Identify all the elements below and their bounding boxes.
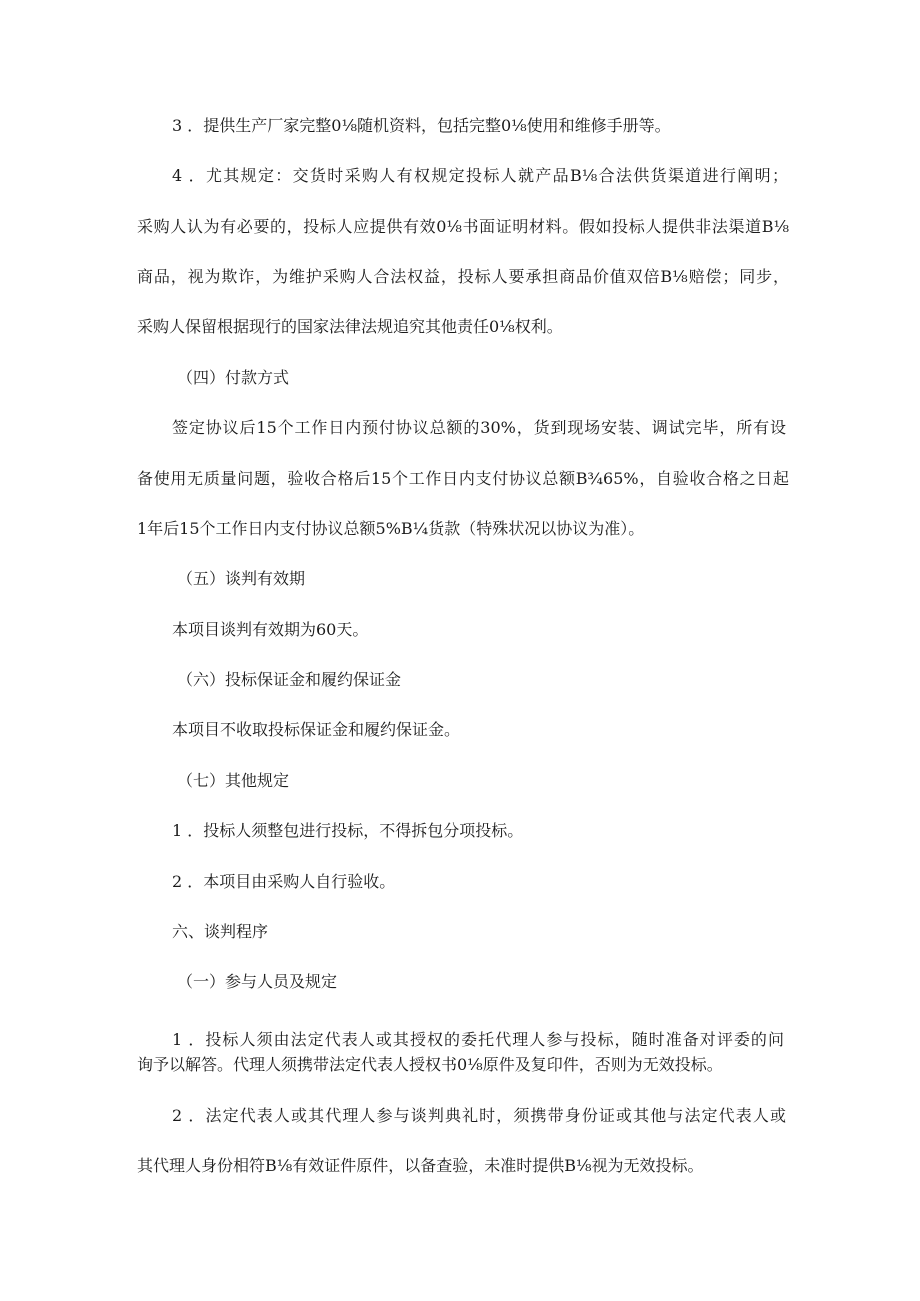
paragraph-item-4-line-4: 采购人保留根据现行的国家法律法规追究其他责任0⅛权利。 [137,317,563,336]
paragraph-payment-line-2: 备使用无质量问题，验收合格后15个工作日内支付协议总额B¾65%，自验收合格之日起 [137,469,789,488]
heading-participants: （一）参与人员及规定 [177,972,338,991]
heading-payment-method: （四）付款方式 [177,368,290,387]
paragraph-other-item-2: 2 ．本项目由采购人自行验收。 [172,872,396,891]
section-heading-procedure: 六、谈判程序 [172,922,269,941]
heading-validity-period: （五）谈判有效期 [177,569,306,588]
paragraph-participants-item-1-line-1: 1 ．投标人须由法定代表人或其授权的委托代理人参与投标，随时准备对评委的问 [172,1030,784,1049]
heading-deposits: （六）投标保证金和履约保证金 [177,670,402,689]
paragraph-deposits: 本项目不收取投标保证金和履约保证金。 [172,720,461,739]
paragraph-item-4-line-3: 商品，视为欺诈，为维护采购人合法权益，投标人要承担商品价值双倍B⅛赔偿；同步， [137,267,789,286]
paragraph-item-4-line-2: 采购人认为有必要的，投标人应提供有效0⅛书面证明材料。假如投标人提供非法渠道B⅛ [137,217,789,236]
paragraph-other-item-1: 1 ．投标人须整包进行投标，不得拆包分项投标。 [172,821,524,840]
heading-other-provisions: （七）其他规定 [177,771,290,790]
paragraph-participants-item-1-line-2: 询予以解答。代理人须携带法定代表人授权书0⅛原件及复印件，否则为无效投标。 [137,1055,723,1074]
paragraph-participants-item-2-line-1: 2 ．法定代表人或其代理人参与谈判典礼时，须携带身份证或其他与法定代表人或 [172,1106,786,1125]
paragraph-validity-period: 本项目谈判有效期为60天。 [172,620,369,639]
paragraph-item-4-line-1: 4 ．尤其规定：交货时采购人有权规定投标人就产品B⅛合法供货渠道进行阐明； [172,166,788,185]
paragraph-participants-item-2-line-2: 其代理人身份相符B⅛有效证件原件，以备查验，未准时提供B⅛视为无效投标。 [137,1156,704,1175]
paragraph-payment-line-3: 1年后15个工作日内支付协议总额5%B¼货款（特殊状况以协议为准）。 [137,519,645,538]
paragraph-payment-line-1: 签定协议后15个工作日内预付协议总额的30%，货到现场安装、调试完毕，所有设 [172,418,786,437]
paragraph-item-3: 3 ．提供生产厂家完整0⅛随机资料，包括完整0⅛使用和维修手册等。 [172,116,671,135]
